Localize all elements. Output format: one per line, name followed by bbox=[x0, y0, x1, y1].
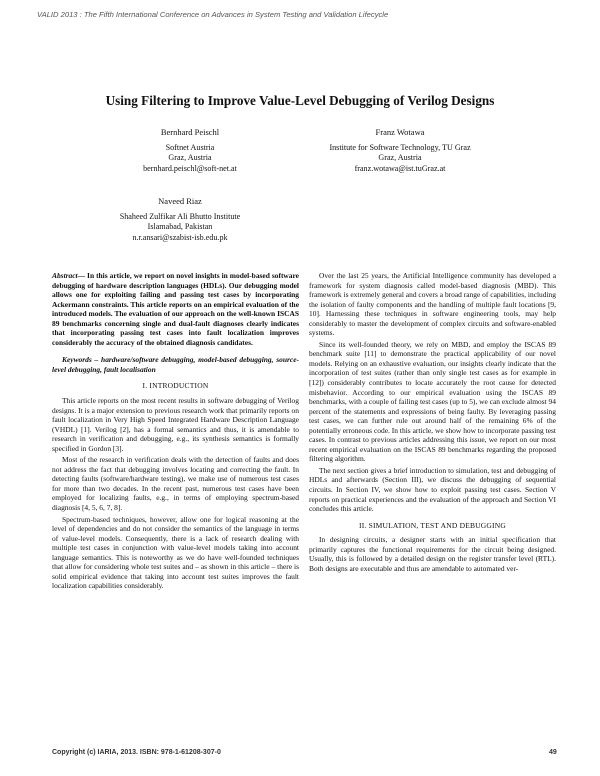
right-column bbox=[309, 271, 556, 573]
author-block-peischl bbox=[90, 127, 290, 174]
abstract-text: In this article, we report on novel insights in model-based software debugging of hardware description languages (HDLs). Our debugging model allows one for exploiting failing and passing test cases by incorporating Ackermann constraints. This article reports on an empirical evaluation of the introduced models. The evaluation of our approach on the well-known ISCAS 89 benchmarks concerning single and dual-fault diagnoses clearly indicates that incorporating passing test cases into fault localization improves considerably the accuracy of the obtained diagnosis candidates. bbox=[52, 271, 299, 347]
footer-page-number: 49 bbox=[549, 749, 557, 756]
paragraph: The next section gives a brief introduction to simulation, test and debugging of HDLs and afterwards (Section III), we discuss the debugging of sequential circuits. In Section IV, we show how to exploit passing test cases. Section V reports on practical experiences and the evaluation of the approach and Section VI concludes this article. bbox=[309, 465, 556, 514]
paragraph: In designing circuits, a designer starts with an initial specification that primarily captures the functional requirements for the circuit being designed. Usually, this is followed by a detailed design on the register transfer level (RTL). Both designs are executable and thus are amendable to automated ver- bbox=[309, 535, 556, 573]
abstract bbox=[52, 271, 299, 347]
author-name: Naveed Riaz bbox=[158, 196, 202, 206]
author-affiliation: Institute for Software Technology, TU Graz bbox=[329, 142, 471, 152]
paragraph: Most of the research in verification deals with the detection of faults and does not address the fact that debugging involves locating and correcting the fault. In detecting faults (software/hardware testing), we make use of numerous test cases for more than two decades. In the recent past, numerous test cases have been employed for localizing faults, e.g., in terms of employing spectrum-based diagnosis [4, 5, 6, 7, 8]. bbox=[52, 455, 299, 513]
author-email: bernhard.peischl@soft-net.at bbox=[143, 163, 237, 173]
paragraph: This article reports on the most recent results in software debugging of Verilog designs. It is a major extension to previous research work that primarily reports on fault localization in Very High Speed Integrated Hardware Description Language (VHDL) [1]. Verilog [2], has a formal semantics and thus, it is amendable to research in verification and debugging, e.g., its synthesis semantics is formally specified in Gordon [3]. bbox=[52, 396, 299, 453]
left-column bbox=[52, 271, 299, 591]
author-city: Graz, Austria bbox=[378, 153, 422, 163]
paragraph: Spectrum-based techniques, however, allow one for logical reasoning at the level of dependencies and do not consider the semantics of the language in terms of value-level models. Consequently, there is a lack of research dealing with multiple test cases in conjunction with value-level models taking into account language semantics. This is noteworthy as we do have well-founded techniques that allow for considering whole test suites and – as shown in this article – there is solid empirical evidence that taking into account test suites improves the fault localization capabilities considerably. bbox=[52, 514, 299, 591]
author-name: Bernhard Peischl bbox=[160, 127, 220, 137]
section-heading-introduction: I. INTRODUCTION bbox=[142, 381, 209, 391]
author-city: Graz, Austria bbox=[168, 153, 212, 163]
paragraph: Since its well-founded theory, we rely on MBD, and employ the ISCAS 89 benchmark suite [11] to demonstrate the practical applicability of our novel models. Relying on an exhaustive evaluation, our insights clearly indicate that the incorporation of test suites (rather than only single test cases as for example in [12]) considerably contributes to locate accurately the root cause for detected misbehavior. According to our empirical evaluation using the ISCAS 89 benchmarks, with a couple of failing test cases (up to 5), we can exclude almost 94 percent of the statements and expressions of being faulty. By leveraging passing test cases, we can further rule out around half of the remaining 6% of the potentially erroneous code. In this article, we show how to incorporate passing test cases. In contrast to previous articles addressing this issue, we report on our most recent empirical evaluation on the ISCAS 89 benchmarks regarding the proposed filtering algorithm. bbox=[309, 339, 556, 464]
author-block-riaz bbox=[80, 196, 280, 243]
author-block-wotawa bbox=[300, 127, 500, 174]
abstract-lead: Abstract— bbox=[52, 271, 86, 280]
section-heading-simulation: II. SIMULATION, TEST AND DEBUGGING bbox=[359, 520, 506, 530]
author-name: Franz Wotawa bbox=[375, 127, 425, 137]
keywords: Keywords – hardware/software debugging, model-based debugging, source-level debugging, fault localisation bbox=[52, 355, 299, 374]
author-email: franz.wotawa@ist.tuGraz.at bbox=[354, 163, 446, 173]
footer-copyright: Copyright (c) IARIA, 2013. ISBN: 978-1-61208-307-0 bbox=[52, 749, 221, 756]
running-head: VALID 2013 : The Fifth International Conference on Advances in System Testing and Validation Lifecycle bbox=[37, 10, 389, 19]
paper-title: Using Filtering to Improve Value-Level Debugging of Verilog Designs bbox=[105, 93, 495, 108]
author-affiliation: Softnet Austria bbox=[165, 142, 215, 152]
paragraph: Over the last 25 years, the Artificial Intelligence community has developed a framework for system diagnosis called model-based diagnosis (MBD). This framework is extremely general and covers a broad range of capabilities, including the isolation of faulty components and the handling of multiple fault locations [9, 10]. Harnessing these techniques in software engineering tools, may help considerably to master the development of complex circuits and software-enabled systems. bbox=[309, 271, 556, 338]
author-city: Islamabad, Pakistan bbox=[147, 222, 213, 232]
author-email: n.r.ansari@szabist-isb.edu.pk bbox=[132, 232, 228, 242]
author-affiliation: Shaheed Zulfikar Ali Bhutto Institute bbox=[119, 211, 241, 221]
